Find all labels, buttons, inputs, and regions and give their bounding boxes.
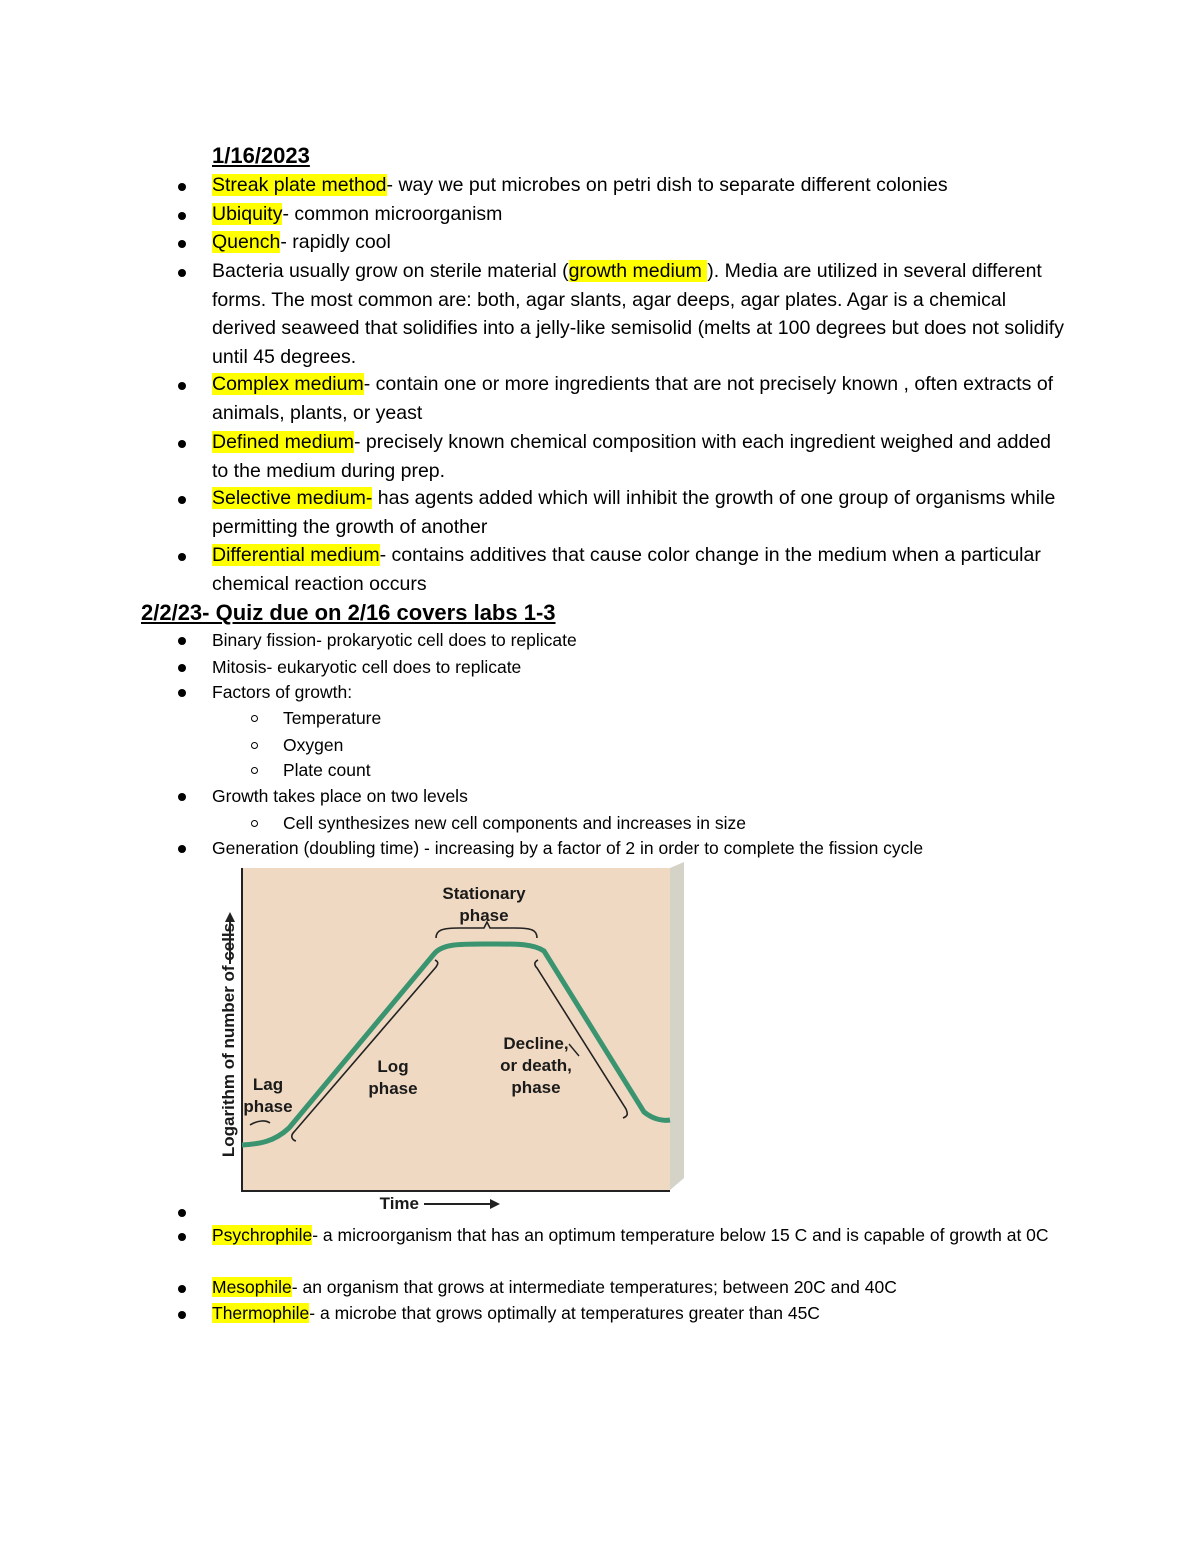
bullet-icon [178, 1209, 186, 1217]
definition-text: - common microorganism [282, 203, 503, 225]
bullet-icon [178, 496, 186, 504]
item-text: Bacteria usually grow on sterile material ( [212, 260, 569, 282]
decline-label-line-2: or death, [500, 1056, 572, 1075]
item-text: Generation (doubling time) - increasing by a factor of 2 in order to complete the fission cycle [212, 838, 924, 858]
circle-bullet-icon [251, 742, 258, 749]
y-axis-arrowhead [225, 912, 235, 922]
definition-text: - rapidly cool [280, 231, 391, 253]
definition-text: - an organism that grows at intermediate temperatures; between 20C and 40C [291, 1277, 897, 1297]
x-axis-label: Time [379, 1194, 419, 1213]
lag-label-line-2: phase [243, 1097, 293, 1116]
bullet-icon [178, 382, 186, 390]
bullet-icon [178, 553, 186, 561]
item-text: Oxygen [283, 735, 344, 755]
decline-label-line-3: phase [511, 1078, 561, 1097]
highlighted-term: Selective medium- [212, 487, 373, 509]
bullet-icon [178, 1233, 186, 1241]
highlighted-term: Mesophile [212, 1277, 292, 1297]
highlighted-term: Ubiquity [212, 203, 283, 225]
highlighted-term: Thermophile [212, 1303, 310, 1323]
bullet-icon [178, 793, 186, 801]
bullet-icon [178, 1285, 186, 1293]
bullet-icon [178, 664, 186, 672]
bullet-icon [178, 240, 186, 248]
item-text: Plate count [283, 760, 371, 780]
definition-text: - way we put microbes on petri dish to separate different colonies [386, 174, 948, 196]
definition-text: - precisely known chemical composition with each ingredient weighed and added to the medium during prep. [212, 431, 1051, 482]
bullet-icon [178, 183, 186, 191]
highlighted-term: Complex medium [212, 373, 364, 395]
highlighted-term: Defined medium [212, 431, 354, 453]
definition-text: - contain one or more ingredients that are not precisely known , often extracts of animals, plants, or yeast [212, 373, 1054, 424]
panel-side-shading [670, 862, 684, 1190]
stationary-label-line-2: phase [459, 906, 509, 925]
bullet-icon [178, 1311, 186, 1319]
definition-text: has agents added which will inhibit the growth of one group of organisms while permitting the growth of another [212, 487, 1056, 538]
item-text: Factors of growth: [212, 682, 353, 702]
bullet-icon [178, 845, 186, 853]
bullet-icon [178, 269, 186, 277]
highlighted-term: Quench [212, 231, 281, 253]
item-text: Mitosis- eukaryotic cell does to replicate [212, 657, 522, 677]
definition-text: - contains additives that cause color change in the medium when a particular chemical reaction occurs [212, 544, 1041, 595]
y-axis-label: Logarithm of number of cells [219, 922, 238, 1158]
item-text: Temperature [283, 708, 382, 728]
item-text: Growth takes place on two levels [212, 786, 468, 806]
log-label-line-1: Log [377, 1057, 409, 1076]
highlighted-term: growth medium [568, 260, 708, 282]
panel-background [242, 868, 670, 1190]
section-2-heading: 2/2/23- Quiz due on 2/16 covers labs 1-3 [141, 600, 556, 625]
circle-bullet-icon [251, 715, 258, 722]
stationary-label-line-1: Stationary [442, 884, 526, 903]
highlighted-term: Differential medium [212, 544, 380, 566]
circle-bullet-icon [251, 820, 258, 827]
bullet-icon [178, 637, 186, 645]
definition-text: - a microbe that grows optimally at temperatures greater than 45C [309, 1303, 820, 1323]
x-axis-arrowhead [490, 1199, 500, 1209]
highlighted-term: Streak plate method [212, 174, 387, 196]
bullet-icon [178, 689, 186, 697]
log-label-line-2: phase [368, 1079, 418, 1098]
lag-label-line-1: Lag [252, 1075, 284, 1094]
bullet-icon [178, 440, 186, 448]
item-text: Cell synthesizes new cell components and increases in size [283, 813, 747, 833]
highlighted-term: Psychrophile [212, 1225, 313, 1245]
bullet-icon [178, 212, 186, 220]
decline-label-line-1: Decline, [503, 1034, 569, 1053]
circle-bullet-icon [251, 767, 258, 774]
section-1-heading: 1/16/2023 [212, 143, 310, 168]
definition-text: - a microorganism that has an optimum temperature below 15 C and is capable of growth at 0C [312, 1225, 1049, 1245]
item-text: Binary fission- prokaryotic cell does to replicate [212, 630, 577, 650]
item-text: ). Media are utilized in several different forms. The most common are: both, agar slants, agar deeps, agar plates. Agar is a chemical derived seaweed that solidifies into a jelly-like semisolid (melts at 100 degrees but does not solidify until 45 degrees. [212, 260, 1064, 368]
bacterial-growth-curve-figure [214, 864, 686, 1213]
